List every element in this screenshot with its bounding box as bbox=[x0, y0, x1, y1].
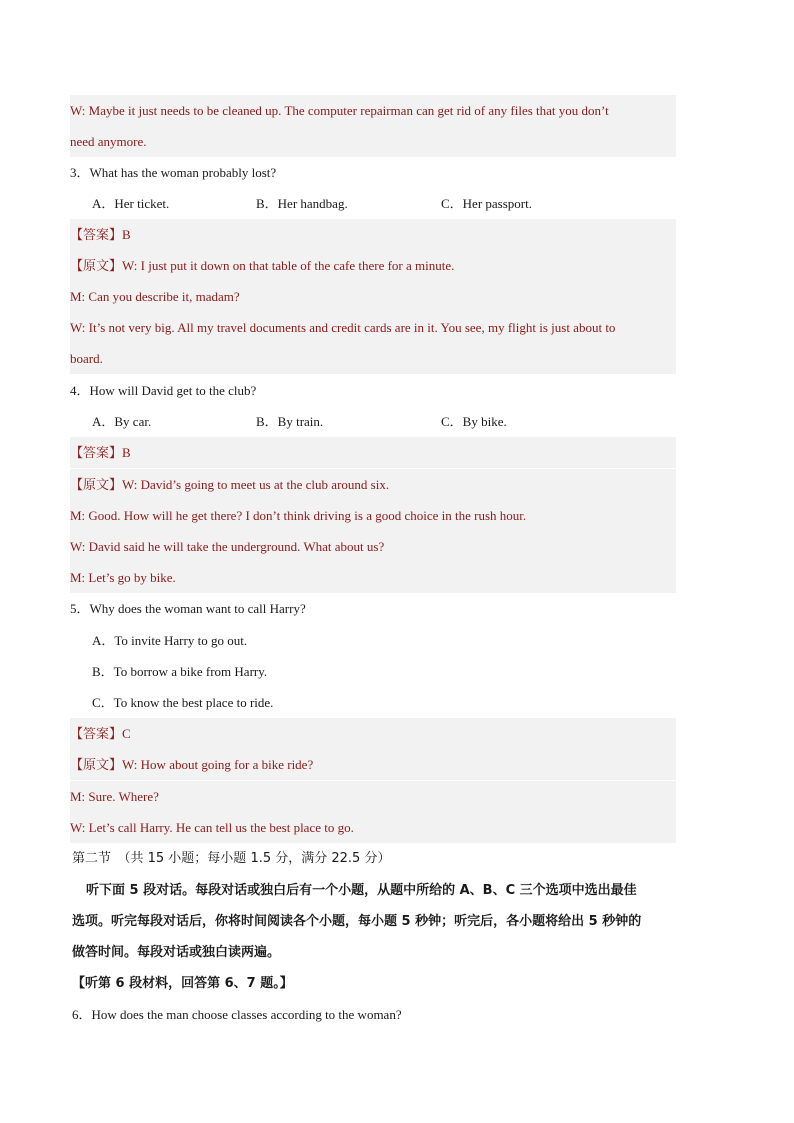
q3-option-c: C．Her passport. bbox=[441, 196, 532, 211]
q5-option-a: A．To invite Harry to go out. bbox=[92, 633, 248, 648]
q4-transcript-line-1 bbox=[70, 469, 676, 500]
q3-answer-tag: 【答案】 bbox=[70, 228, 123, 243]
q5-transcript-tag: 【原文】 bbox=[70, 758, 123, 773]
q3-transcript-line-3: W: It’s not very big. All my travel documents and credit cards are in it. You see, my flight is just about to bbox=[70, 312, 676, 343]
q4-transcript-line-2: M: Good. How will he get there? I don’t think driving is a good choice in the rush hour. bbox=[70, 500, 676, 531]
q5-transcript-text-1: W: How about going for a bike ride? bbox=[122, 757, 314, 772]
q4-options bbox=[70, 406, 676, 437]
section2-heading: 第二节 （共 15 小题；每小题 1.5 分，满分 22.5 分） bbox=[72, 851, 391, 866]
q3-transcript-line-2: M: Can you describe it, madam? bbox=[70, 281, 676, 312]
q4-option-a: A．By car. bbox=[92, 414, 152, 429]
q3-option-b: B．Her handbag. bbox=[256, 196, 348, 211]
q5-transcript-line-1 bbox=[70, 749, 676, 780]
q3-transcript-line-1 bbox=[70, 250, 676, 281]
q4-option-b: B．By train. bbox=[256, 414, 324, 429]
q4-answer-value: B bbox=[122, 445, 131, 460]
q3-transcript-line-4: board. bbox=[70, 343, 676, 374]
q2-transcript-line-2: need anymore. bbox=[70, 126, 676, 157]
q4-option-c: C．By bike. bbox=[441, 414, 507, 429]
section2-instructions-line-2: 选项。听完每段对话后，你将时间阅读各个小题，每小题 5 秒钟；听完后，各小题将给出 5 秒钟的 bbox=[72, 914, 642, 929]
q4-transcript-line-3: W: David said he will take the underground. What about us? bbox=[70, 531, 676, 562]
q4-transcript-tag: 【原文】 bbox=[70, 478, 123, 493]
section2-instructions-line-1: 听下面 5 段对话。每段对话或独白后有一个小题，从题中所给的 A、B、C 三个选项中选出最佳 bbox=[86, 883, 637, 898]
q3-options bbox=[70, 188, 676, 219]
q5-answer-tag: 【答案】 bbox=[70, 727, 123, 742]
q5-transcript-line-3: W: Let’s call Harry. He can tell us the best place to go. bbox=[70, 812, 676, 843]
q3-transcript-tag: 【原文】 bbox=[70, 259, 123, 274]
q5-option-b: B．To borrow a bike from Harry. bbox=[92, 664, 268, 679]
q5-option-c: C．To know the best place to ride. bbox=[92, 695, 274, 710]
q4-question: 4．How will David get to the club? bbox=[70, 383, 257, 398]
q5-question: 5．Why does the woman want to call Harry? bbox=[70, 601, 306, 616]
q3-option-a: A．Her ticket. bbox=[92, 196, 170, 211]
q4-transcript-text-1: W: David’s going to meet us at the club around six. bbox=[122, 477, 390, 492]
q5-answer bbox=[70, 718, 676, 749]
q6-question: 6．How does the man choose classes according to the woman? bbox=[72, 1007, 402, 1022]
q4-answer bbox=[70, 437, 676, 468]
section2-group-note: 【听第 6 段材料，回答第 6、7 题。】 bbox=[72, 976, 293, 991]
q3-transcript-text-1: W: I just put it down on that table of the cafe there for a minute. bbox=[122, 258, 455, 273]
q4-transcript-line-4: M: Let’s go by bike. bbox=[70, 562, 676, 593]
q5-answer-value: C bbox=[122, 726, 131, 741]
section2-instructions-line-3: 做答时间。每段对话或独白读两遍。 bbox=[72, 945, 281, 960]
q4-answer-tag: 【答案】 bbox=[70, 446, 123, 461]
q3-question: 3．What has the woman probably lost? bbox=[70, 165, 277, 180]
q5-transcript-line-2: M: Sure. Where? bbox=[70, 781, 676, 812]
q3-answer bbox=[70, 219, 676, 250]
q2-transcript-line-1: W: Maybe it just needs to be cleaned up. The computer repairman can get rid of any files that you don’t bbox=[70, 95, 676, 126]
q3-answer-value: B bbox=[122, 227, 131, 242]
